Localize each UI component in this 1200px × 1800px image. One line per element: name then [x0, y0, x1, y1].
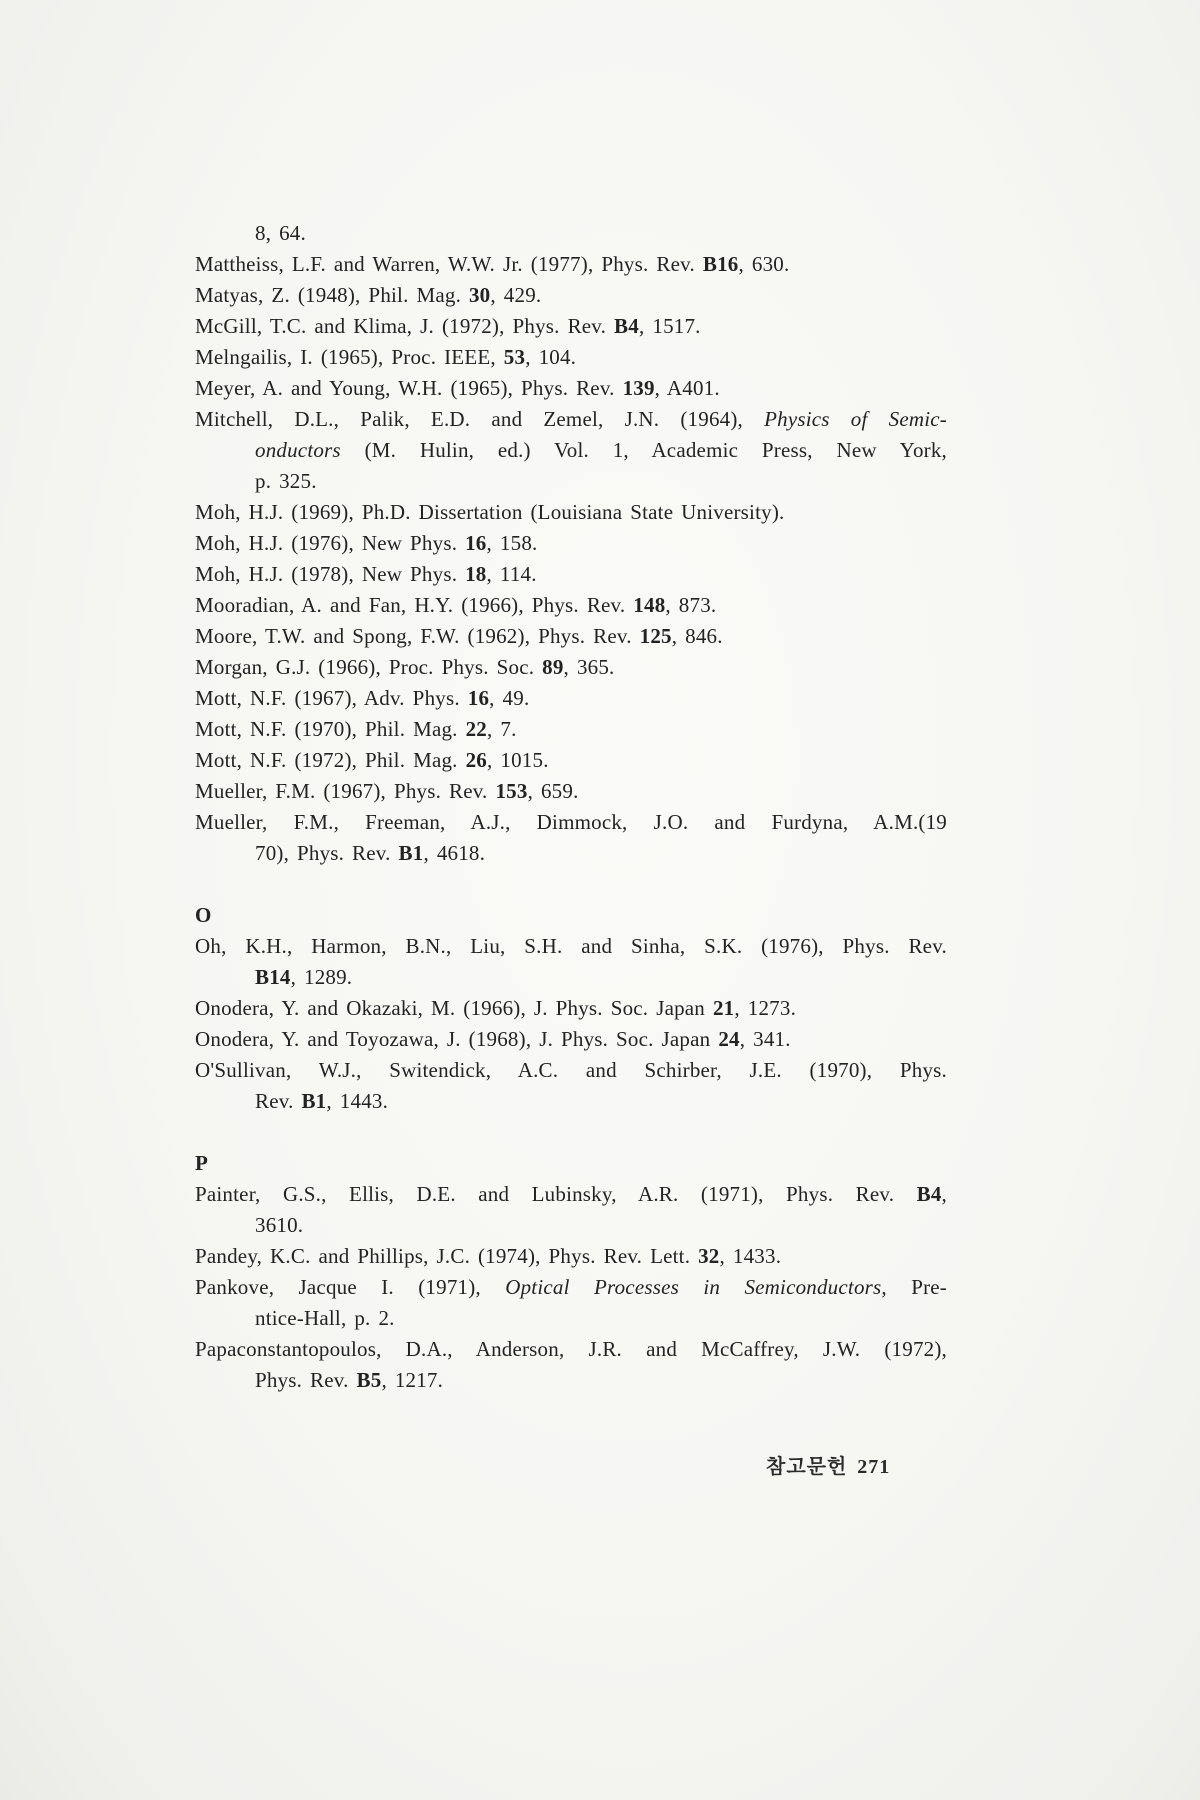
bibliography-line	[195, 342, 947, 373]
reference-text: Moh, H.J. (1969), Ph.D. Dissertation (Louisiana State University).	[195, 500, 785, 524]
reference-text: 32	[698, 1244, 720, 1268]
reference-text: 22	[465, 717, 487, 741]
bibliography-line	[195, 683, 947, 714]
reference-text: B14	[255, 965, 291, 989]
bibliography-line	[195, 838, 947, 869]
reference-text: , 630.	[738, 252, 790, 276]
reference-text: p. 325.	[255, 469, 317, 493]
bibliography-line	[195, 1334, 947, 1365]
reference-text: , 4618.	[423, 841, 486, 865]
reference-text: 3610.	[255, 1213, 304, 1237]
reference-text: B4	[916, 1182, 942, 1206]
bibliography-line	[195, 807, 947, 838]
reference-text: 26	[465, 748, 487, 772]
bibliography-line	[195, 1272, 947, 1303]
section-heading: O	[195, 903, 212, 927]
reference-text: (M. Hulin, ed.) Vol. 1, Academic Press, New York,	[340, 438, 947, 462]
reference-text: Onodera, Y. and Toyozawa, J. (1968), J. Phys. Soc. Japan	[195, 1027, 719, 1051]
bibliography-line	[195, 404, 947, 435]
reference-text: , 49.	[489, 686, 530, 710]
bibliography-line	[195, 311, 947, 342]
reference-text: Onodera, Y. and Okazaki, M. (1966), J. Phys. Soc. Japan	[195, 996, 713, 1020]
reference-text: Painter, G.S., Ellis, D.E. and Lubinsky, A.R. (1971), Phys. Rev.	[195, 1182, 917, 1206]
reference-text: 139	[622, 376, 655, 400]
reference-text: , 341.	[739, 1027, 791, 1051]
reference-text: Moh, H.J. (1976), New Phys.	[195, 531, 466, 555]
bibliography-line	[195, 528, 947, 559]
reference-text: Rev.	[255, 1089, 302, 1113]
reference-text: Pandey, K.C. and Phillips, J.C. (1974), Phys. Rev. Lett.	[195, 1244, 699, 1268]
bibliography-line	[195, 714, 947, 745]
reference-text: , 1273.	[734, 996, 797, 1020]
bibliography-line	[195, 993, 947, 1024]
reference-text: Oh, K.H., Harmon, B.N., Liu, S.H. and Sinha, S.K. (1976), Phys. Rev.	[195, 934, 947, 958]
reference-text: 16	[465, 531, 487, 555]
reference-text: Papaconstantopoulos, D.A., Anderson, J.R. and McCaffrey, J.W. (1972),	[195, 1337, 947, 1361]
reference-text: 153	[495, 779, 528, 803]
reference-text: 30	[468, 283, 491, 307]
reference-text: B4	[614, 314, 639, 338]
reference-text: , 114.	[486, 562, 537, 586]
reference-text: B1	[301, 1089, 327, 1113]
bibliography-line	[195, 249, 947, 280]
reference-text: , 1289.	[290, 965, 353, 989]
reference-text: , 873.	[665, 593, 717, 617]
bibliography-line	[195, 280, 947, 311]
reference-text: Mueller, F.M. (1967), Phys. Rev.	[195, 779, 496, 803]
reference-text: B5	[356, 1368, 382, 1392]
reference-text: 53	[503, 345, 526, 369]
bibliography-line	[195, 590, 947, 621]
reference-text: 18	[465, 562, 487, 586]
reference-text: Pankove, Jacque I. (1971),	[195, 1275, 506, 1299]
bibliography-line	[195, 776, 947, 807]
bibliography-line	[195, 1303, 947, 1334]
page-footer	[766, 1450, 890, 1479]
reference-text: 125	[639, 624, 672, 648]
book-title-text: Optical Processes in Semiconductors	[505, 1275, 882, 1299]
reference-text: , 1433.	[719, 1244, 782, 1268]
bibliography-line	[195, 1024, 947, 1055]
reference-text: Morgan, G.J. (1966), Proc. Phys. Soc.	[195, 655, 543, 679]
bibliography	[195, 218, 947, 1396]
reference-text: Mott, N.F. (1970), Phil. Mag.	[195, 717, 466, 741]
reference-text: , 365.	[563, 655, 615, 679]
bibliography-line	[195, 1086, 947, 1117]
bibliography-line	[195, 931, 947, 962]
reference-text: , A401.	[654, 376, 720, 400]
book-title-text: Physics of Semic-	[764, 407, 947, 431]
bibliography-line	[195, 497, 947, 528]
bibliography-line	[195, 745, 947, 776]
reference-text: Mueller, F.M., Freeman, A.J., Dimmock, J.O. and Furdyna, A.M.(19	[195, 810, 947, 834]
reference-text: Phys. Rev.	[255, 1368, 357, 1392]
bibliography-line	[195, 652, 947, 683]
reference-text: Mott, N.F. (1967), Adv. Phys.	[195, 686, 468, 710]
reference-text: Matyas, Z. (1948), Phil. Mag.	[195, 283, 469, 307]
reference-text: 16	[467, 686, 490, 710]
bibliography-line	[195, 218, 947, 249]
bibliography-line	[195, 962, 947, 993]
reference-text: , Pre-	[881, 1275, 947, 1299]
reference-text: O'Sullivan, W.J., Switendick, A.C. and Schirber, J.E. (1970), Phys.	[195, 1058, 947, 1082]
reference-text: B1	[398, 841, 424, 865]
reference-text: , 846.	[671, 624, 723, 648]
reference-text: ntice-Hall, p. 2.	[255, 1306, 395, 1330]
bibliography-line	[195, 1179, 947, 1210]
bibliography-line	[195, 435, 947, 466]
section-heading: P	[195, 1151, 209, 1175]
reference-text: 8, 64.	[255, 221, 306, 245]
reference-text: , 1217.	[381, 1368, 444, 1392]
reference-text: Moh, H.J. (1978), New Phys.	[195, 562, 466, 586]
reference-text: 148	[633, 593, 666, 617]
reference-text: , 104.	[525, 345, 577, 369]
footer-page-number: 271	[857, 1456, 891, 1478]
reference-text: 89	[542, 655, 564, 679]
reference-text: ,	[941, 1182, 947, 1206]
bibliography-line	[195, 1055, 947, 1086]
reference-text: , 659.	[527, 779, 579, 803]
reference-text: , 1517.	[638, 314, 701, 338]
reference-text: Mott, N.F. (1972), Phil. Mag.	[195, 748, 466, 772]
reference-text: Mooradian, A. and Fan, H.Y. (1966), Phys. Rev.	[195, 593, 634, 617]
reference-text: Mattheiss, L.F. and Warren, W.W. Jr. (1977), Phys. Rev.	[195, 252, 703, 276]
bibliography-line	[195, 621, 947, 652]
reference-text: 24	[718, 1027, 740, 1051]
reference-text: , 1443.	[326, 1089, 389, 1113]
bibliography-line	[195, 1241, 947, 1272]
reference-text: Moore, T.W. and Spong, F.W. (1962), Phys. Rev.	[195, 624, 640, 648]
reference-text: , 1015.	[487, 748, 549, 772]
book-title-text: onductors	[255, 438, 341, 462]
reference-text: Mitchell, D.L., Palik, E.D. and Zemel, J.N. (1964),	[195, 407, 765, 431]
reference-text: Melngailis, I. (1965), Proc. IEEE,	[195, 345, 504, 369]
reference-text: 21	[712, 996, 735, 1020]
reference-text: McGill, T.C. and Klima, J. (1972), Phys. Rev.	[195, 314, 615, 338]
bibliography-line	[195, 559, 947, 590]
reference-text: , 7.	[487, 717, 517, 741]
bibliography-line	[195, 373, 947, 404]
reference-text: Meyer, A. and Young, W.H. (1965), Phys. Rev.	[195, 376, 623, 400]
bibliography-line	[195, 1210, 947, 1241]
bibliography-line	[195, 466, 947, 497]
reference-text: , 429.	[490, 283, 542, 307]
reference-text: , 158.	[486, 531, 538, 555]
reference-text: B16	[702, 252, 739, 276]
bibliography-line	[195, 1365, 947, 1396]
footer-label: 참고문헌	[766, 1456, 848, 1478]
reference-text: 70), Phys. Rev.	[255, 841, 399, 865]
